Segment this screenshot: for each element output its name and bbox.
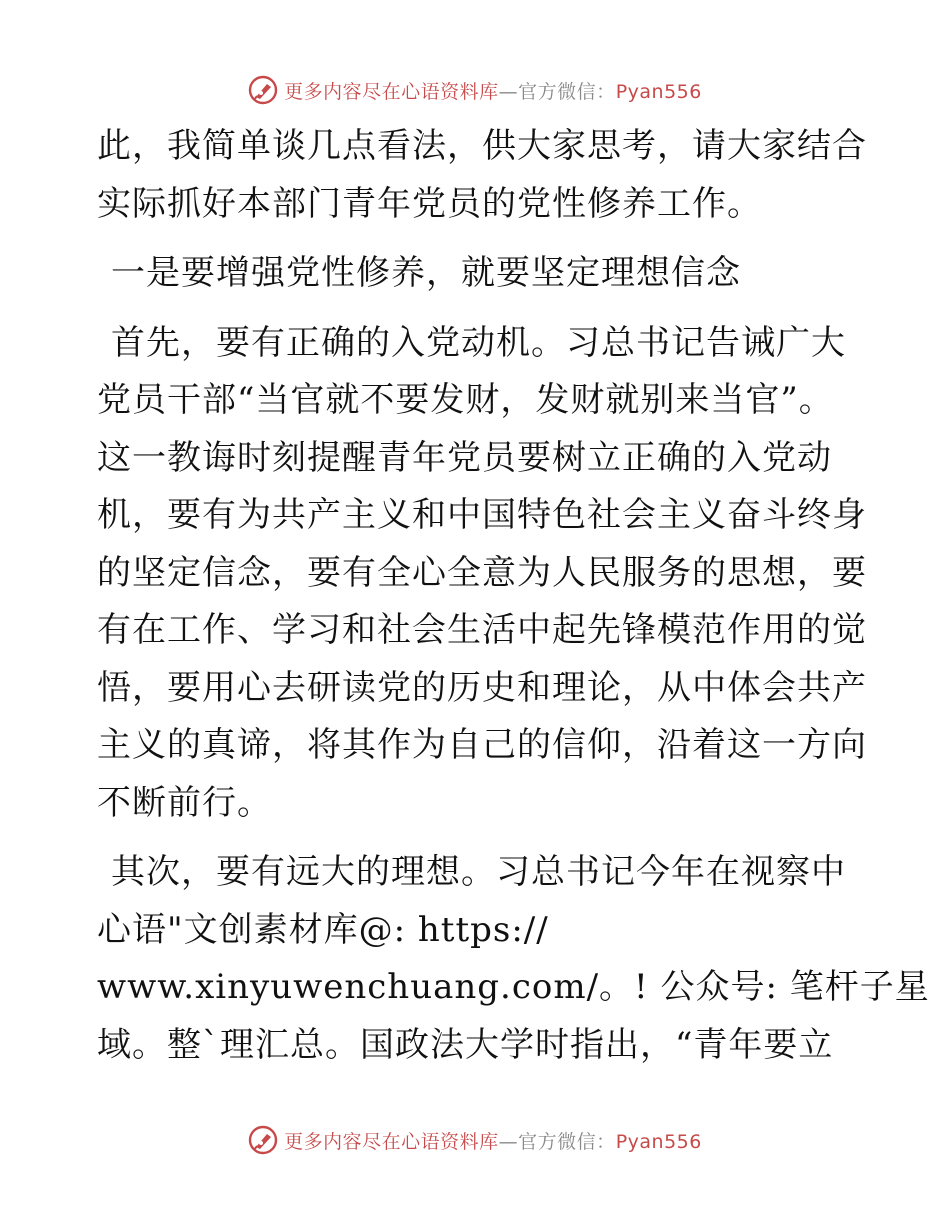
footer-wechat-label: 官方微信： [518,1130,616,1153]
para2-line-7: 悟，要用心去研读党的历史和理论，从中体会共产 [97,667,867,708]
header-wechat-id: Pyan556 [615,80,702,103]
para1-line-2: 实际抓好本部门青年党员的党性修养工作。 [97,183,762,224]
footer-banner-text [284,1127,702,1154]
paragraph-gap [97,233,867,245]
para2-line-8: 主义的真谛，将其作为自己的信仰，沿着这一方向 [97,725,867,765]
para2-line-3: 这一教诲时刻提醒青年党员要树立正确的入党动 [97,437,832,478]
header-banner-text [284,77,702,104]
footer-dash: — [498,1130,519,1153]
para2-line-4: 机，要有为共产主义和中国特色社会主义奋斗终身 [97,495,867,535]
footer-site-text: 更多内容尽在心语资料库 [284,1130,499,1153]
pen-nib-logo-icon [248,75,278,105]
header-dash: — [498,80,519,103]
pen-nib-logo-icon [248,1125,278,1155]
para2-line-2: 党员干部“当官就不要发财，发财就别来当官”。 [97,380,834,420]
section-heading-1: 一是要增强党性修养，就要坚定理想信念 [111,253,741,293]
header-banner-inner [248,75,702,105]
para3-line-2: 心语"文创素材库@: https:// [97,909,549,950]
para3-line-1: 其次，要有远大的理想。习总书记今年在视察中 [111,852,846,892]
para2-line-9: 不断前行。 [97,782,272,823]
para3-line-4: 域。整`理汇总。国政法大学时指出，“青年要立 [97,1024,834,1065]
header-banner [0,70,950,110]
para2-line-6: 有在工作、学习和社会生活中起先锋模范作用的觉 [97,610,867,650]
paragraph-gap [97,303,867,315]
paragraph-gap [97,832,867,844]
footer-wechat-id: Pyan556 [615,1130,702,1153]
para2-line-1: 首先，要有正确的入党动机。习总书记告诫广大 [111,322,846,363]
footer-banner-inner [248,1125,702,1155]
document-body [97,118,930,1074]
para3-line-3: www.xinyuwenchuang.com/。! 公众号: 笔杆子星 [97,967,930,1007]
header-site-text: 更多内容尽在心语资料库 [284,80,499,103]
footer-banner [0,1120,950,1160]
para2-line-5: 的坚定信念，要有全心全意为人民服务的思想，要 [97,552,867,593]
header-wechat-label: 官方微信： [518,80,616,103]
para1-line-1: 此，我简单谈几点看法，供大家思考，请大家结合 [97,126,867,166]
